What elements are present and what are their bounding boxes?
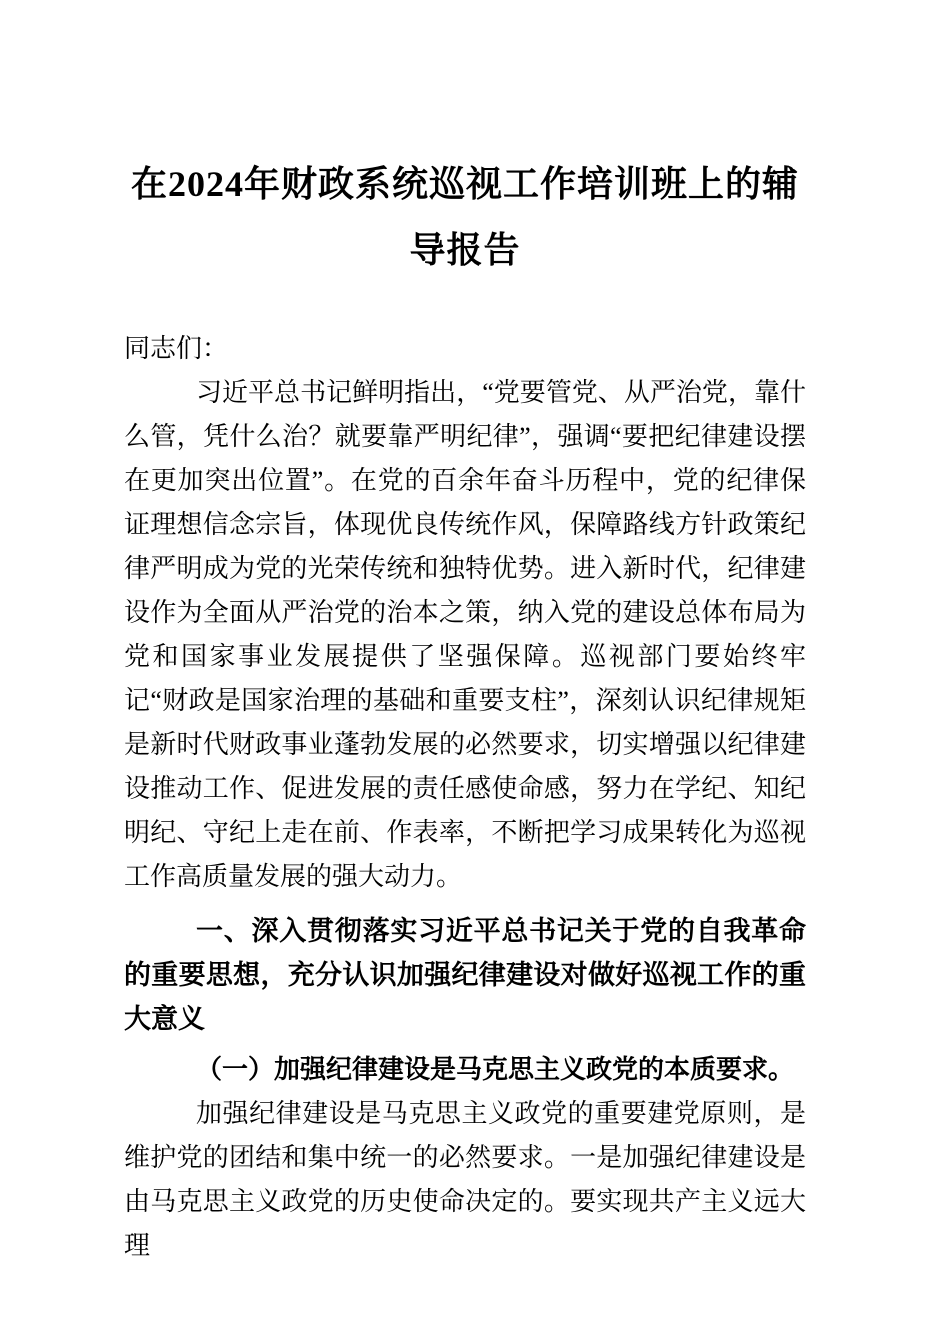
- section-heading-1: 一、深入贯彻落实习近平总书记关于党的自我革命的重要思想，充分认识加强纪律建设对做好巡视工作的重大意义: [124, 916, 806, 1034]
- paragraph-body: 加强纪律建设是马克思主义政党的重要建党原则，是维护党的团结和集中统一的必然要求。一是加强纪律建设是由马克思主义政党的历史使命决定的。要实现共产主义远大理: [124, 1099, 806, 1260]
- paragraph-intro: 习近平总书记鲜明指出，“党要管党、从严治党，靠什么管，凭什么治？就要靠严明纪律”，强调“要把纪律建设摆在更加突出位置”。在党的百余年奋斗历程中，党的纪律保证理想信念宗旨，体现优良传统作风，保障路线方针政策纪律严明成为党的光荣传统和独特优势。进入新时代，纪律建设作为全面从严治党的治本之策，纳入党的建设总体布局为党和国家事业发展提供了坚强保障。巡视部门要始终牢记“财政是国家治理的基础和重要支柱”，深刻认识纪律规矩是新时代财政事业蓬勃发展的必然要求，切实增强以纪律建设推动工作、促进发展的责任感使命感，努力在学纪、知纪明纪、守纪上走在前、作表率，不断把学习成果转化为巡视工作高质量发展的强大动力。: [124, 378, 806, 891]
- subsection-heading-1: （一）加强纪律建设是马克思主义政党的本质要求。: [196, 1055, 795, 1084]
- salutation: 同志们：: [124, 334, 229, 363]
- document-title: 在2024年财政系统巡视工作培训班上的辅导报告: [130, 164, 799, 270]
